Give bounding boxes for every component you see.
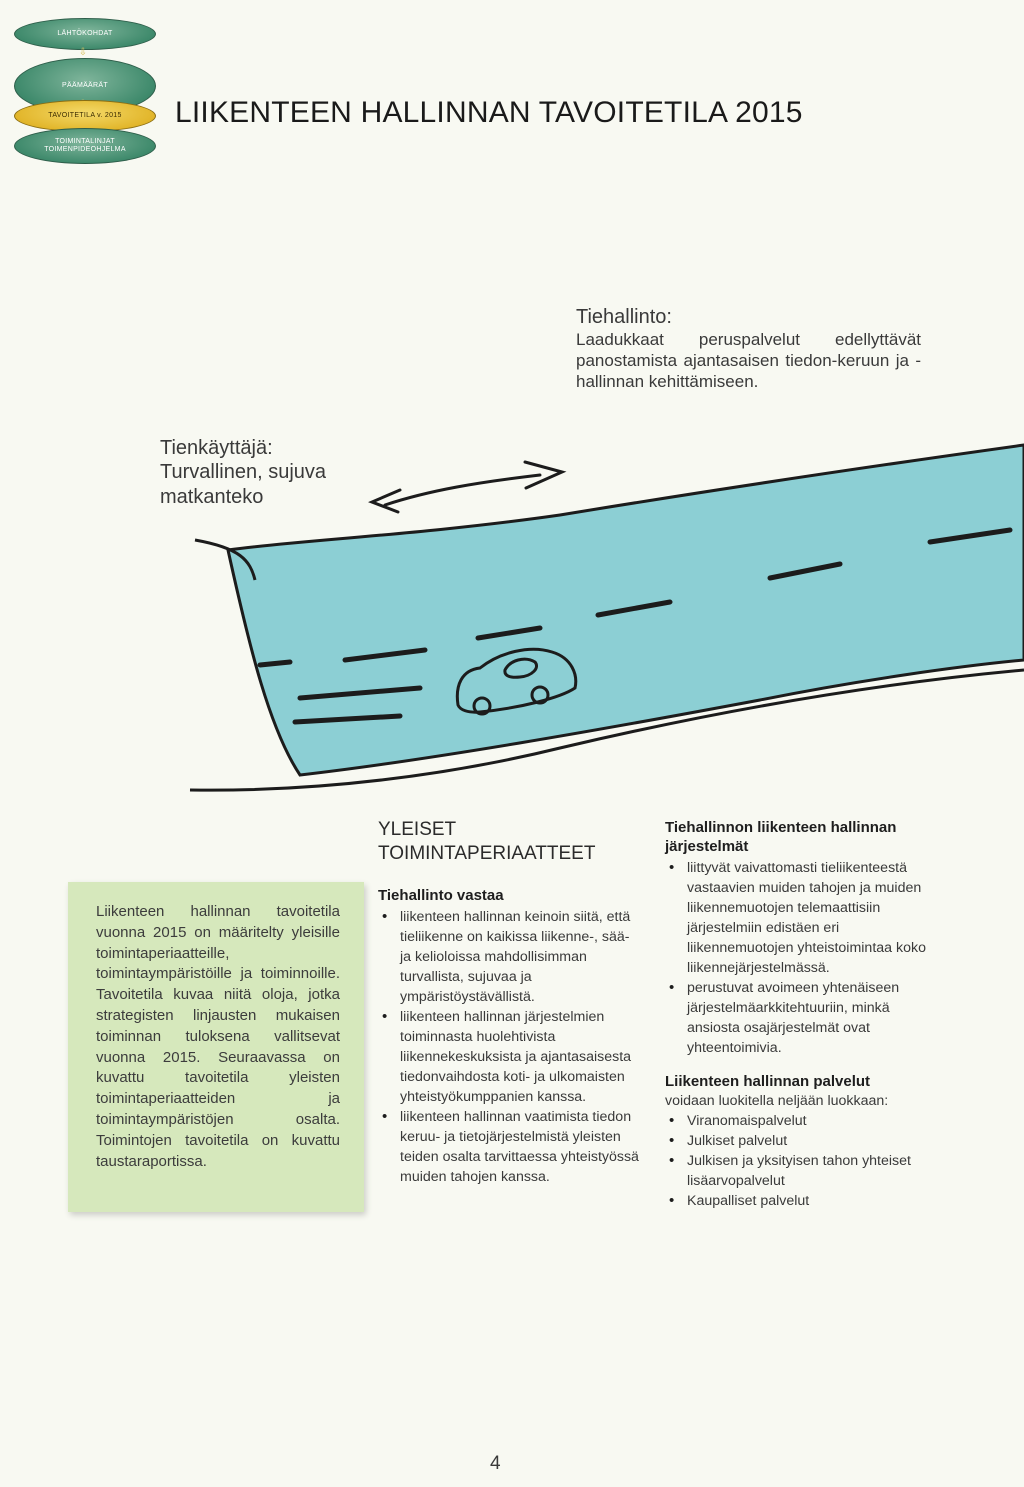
road-illustration [0,430,1024,810]
nav-arrow-icon: ⇩ [78,47,88,58]
list-item: • liikenteen hallinnan järjestelmien toiminnasta huolehtivista liikennekeskuksista ja ajantasaisesta tiedonvaihdosta koti- ja ulkomaisten yhteistyökumppanien kanssa. [378,1007,643,1107]
summary-text: Liikenteen hallinnan tavoitetila vuonna 2015 on määritelty yleisille toimintaperiaatteille, toimintaympäristöille ja toiminnoille. Tavoitetila kuvaa niitä oloja, jotka strategisten linjausten mukaisen toiminnan tuloksena vallitsevat vuonna 2015. Seuraavassa on kuvattu tavoitetila yleisten toimintaperiaatteiden ja toimintaympäristöjen osalta. Toimintojen tavoitetila on kuvattu taustaraportissa. [96,903,340,1170]
nav-item-paamaarat: PÄÄMÄÄRÄT [14,58,156,114]
double-arrow-icon [372,462,562,512]
nav-item-toimintalinjat: TOIMINTALINJAT TOIMENPIDEOHJELMA [14,128,156,164]
principles-column [378,818,643,1187]
page-number: 4 [490,1453,501,1474]
list-item: • Viranomaispalvelut [665,1111,935,1131]
admin-callout [576,305,921,392]
services-list [665,1111,935,1211]
page-title: LIIKENTEEN HALLINNAN TAVOITETILA 2015 [175,96,803,129]
nav-item-tavoitetila: TAVOITETILA v. 2015 [14,100,156,132]
list-item: • liittyvät vaivattomasti tieliikenteestä vastaavien muiden tahojen ja muiden liikennemuotojen telemaattisiin järjestelmiin edistäen eri liikennemuotojen yhteistoimintaa koko liikennejärjestelmässä. [665,858,935,978]
principles-heading: YLEISET TOIMINTAPERIAATTEET [378,819,596,864]
list-item: • liikenteen hallinnan vaatimista tiedon keruu- ja tietojärjestelmistä yleisten teiden osalta tarvittaessa yhteistyössä muiden tahojen kanssa. [378,1107,643,1187]
admin-callout-label: Tiehallinto: [576,306,672,328]
list-item: • liikenteen hallinnan keinoin siitä, että tieliikenne on kaikissa liikenne-, sää- ja kelioloissa mahdollisimman turvallista, sujuvaa ja ympäristöystävällistä. [378,907,643,1007]
list-item: • Julkisen ja yksityisen tahon yhteiset lisäarvopalvelut [665,1151,935,1191]
list-item: • Kaupalliset palvelut [665,1191,935,1211]
user-callout-body: Turvallinen, sujuva matkanteko [160,461,327,508]
systems-column [665,818,935,1211]
user-callout-label: Tienkäyttäjä: [160,437,273,459]
services-heading: Liikenteen hallinnan palvelut [665,1073,871,1090]
systems-heading: Tiehallinnon liikenteen hallinnan järjestelmät [665,819,897,855]
principles-list [378,907,643,1187]
summary-box [68,882,364,1212]
systems-list [665,858,935,1058]
list-item: • perustuvat avoimeen yhtenäiseen järjestelmäarkkitehtuuriin, minkä ansiosta osajärjestelmät ovat yhteentoimivia. [665,978,935,1058]
services-intro: voidaan luokitella neljään luokkaan: [665,1093,889,1109]
nav-item-lahtokohdat: LÄHTÖKOHDAT [14,18,156,50]
admin-callout-body: Laadukkaat peruspalvelut edellyttävät panostamista ajantasaisen tiedon-keruun ja -hallinnan kehittämiseen. [576,330,921,391]
list-item: • Julkiset palvelut [665,1131,935,1151]
principles-subheading: Tiehallinto vastaa [378,887,504,904]
